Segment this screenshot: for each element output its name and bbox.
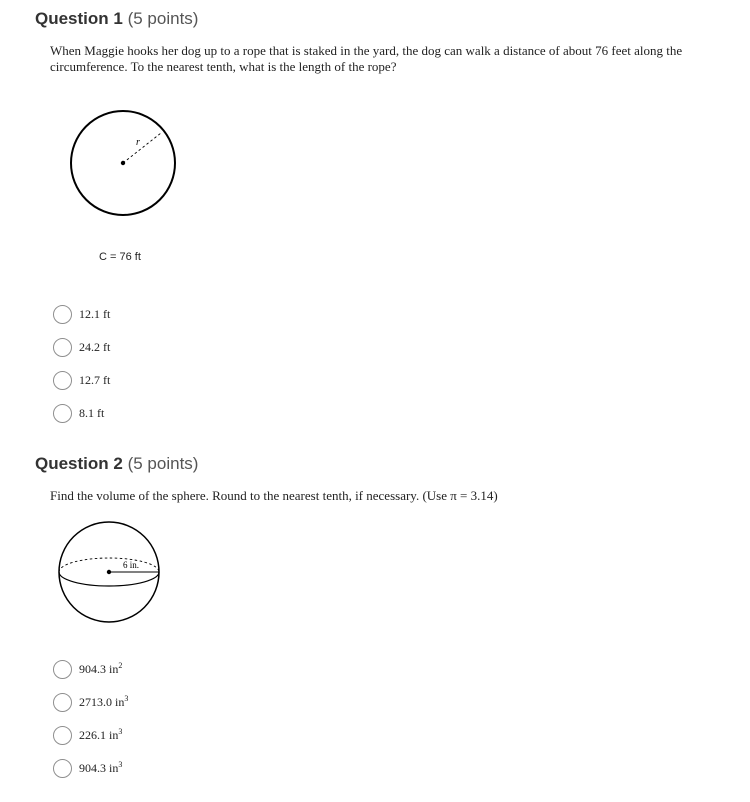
radio-button[interactable] (53, 404, 72, 423)
radio-button[interactable] (53, 371, 72, 390)
radio-button[interactable] (53, 759, 72, 778)
question-points: (5 points) (127, 9, 199, 28)
radio-button[interactable] (53, 660, 72, 679)
q1-option-3[interactable] (53, 369, 110, 391)
option-label: 12.7 ft (79, 372, 111, 387)
q2-option-3[interactable] (53, 724, 122, 746)
q1-option-1[interactable] (53, 303, 110, 325)
option-label: 12.1 ft (79, 306, 111, 321)
sphere-figure (55, 520, 165, 630)
option-label: 904.3 $in^3$ (79, 759, 123, 775)
q2-option-2[interactable] (53, 691, 128, 713)
option-label: 8.1 ft (79, 405, 105, 420)
question-1-prompt: When Maggie hooks her dog up to a rope that is staked in the yard, the dog can walk a distance of about 76 feet along the circumference. To the nearest tenth, what is the length of the rope? (50, 43, 683, 74)
radio-button[interactable] (53, 726, 72, 745)
option-label: 904.3 $in^2$ (79, 660, 123, 676)
radio-button[interactable] (53, 305, 72, 324)
option-label: 226.1 $in^3$ (79, 726, 123, 742)
radius-line (123, 133, 161, 163)
q1-option-2[interactable] (53, 336, 110, 358)
radio-button[interactable] (53, 693, 72, 712)
circumference-caption: C = 76 ft (99, 251, 141, 263)
radius-label: 6 in. (123, 560, 140, 570)
circle-figure (66, 108, 180, 220)
q2-option-4[interactable] (53, 757, 122, 779)
q2-option-1[interactable] (53, 658, 122, 680)
question-title-text: Question 1 (35, 9, 123, 28)
question-1-title (35, 9, 198, 29)
radio-button[interactable] (53, 338, 72, 357)
option-label: 2713.0 $in^3$ (79, 693, 129, 709)
option-label: 24.2 ft (79, 339, 111, 354)
question-points: (5 points) (127, 454, 199, 473)
question-2-title (35, 454, 198, 474)
radius-label: r (136, 137, 140, 148)
q1-option-4[interactable] (53, 402, 104, 424)
question-title-text: Question 2 (35, 454, 123, 473)
question-2-prompt: Find the volume of the sphere. Round to the nearest tenth, if necessary. (Use π = 3.14) (50, 488, 498, 503)
